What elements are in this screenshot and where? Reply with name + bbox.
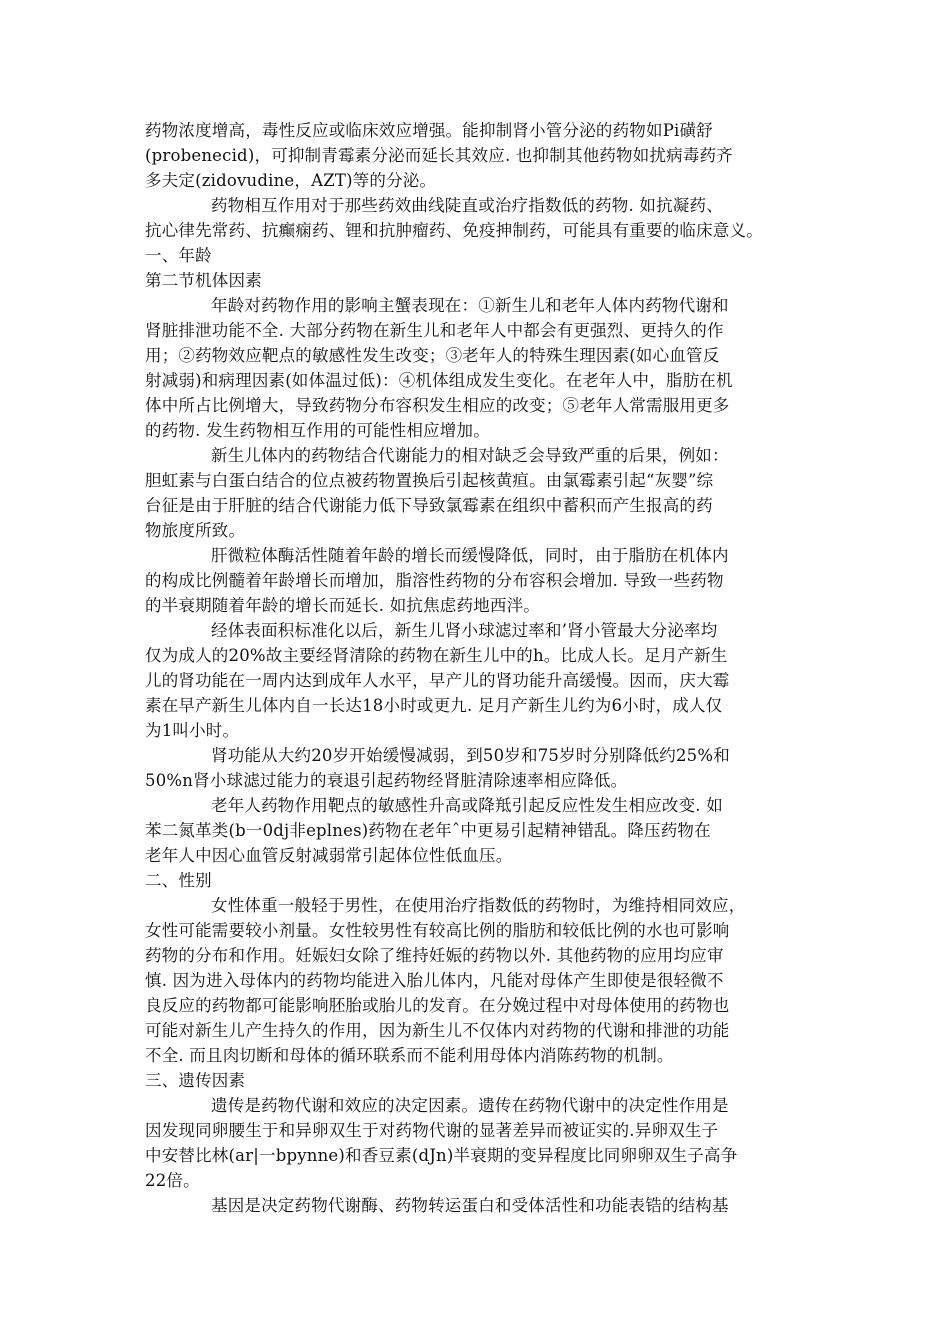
text-line: 苯二氮革类(b一0dj非eplnes)药物在老年ˆ中更易引起精神错乱。降压药物在 bbox=[145, 821, 711, 840]
text-line: 的药物. 发生药物相互作用的可能性相应增加。 bbox=[145, 421, 490, 440]
text-line: 老年人中因心血管反射减弱常引起体位性低血压。 bbox=[145, 846, 513, 865]
text-line: 抗心律先常药、抗癫痫药、锂和抗肿瘤药、免疫抻制药，可能具有重要的临床意义。 bbox=[145, 221, 763, 240]
text-line: 良反应的药物都可能影响胚胎或胎儿的发育。在分娩过程中对母体使用的药物也 bbox=[145, 996, 730, 1015]
text-line: 不全. 而且肉切断和母体的循环联系而不能利用母体内消陈药物的机制。 bbox=[145, 1046, 674, 1065]
text-line: 第二节机体因素 bbox=[145, 271, 262, 290]
text-line: 三、遗传因素 bbox=[145, 1071, 246, 1090]
text-line: 胆虹素与白蛋白结合的位点被药物置换后引起核黄疸。由氯霉素引起“灰婴”综 bbox=[145, 471, 714, 490]
text-line: 可能对新生儿产生持久的作用，因为新生儿不仅体内对药物的代谢和排泄的功能 bbox=[145, 1021, 730, 1040]
text-line: 的半衰期随着年龄的增长而延长. 如抗焦虑药地西泮。 bbox=[145, 596, 540, 615]
text-line: 射减弱)和病理因素(如体温过低)：④机体组成发生变化。在老年人中，脂肪在机 bbox=[145, 371, 733, 390]
text-line: 用；②药物效应靶点的敏感性发生改变；③老年人的特殊生理因素(如心血管反 bbox=[145, 346, 720, 365]
text-line: 药物的分布和作用。妊娠妇女除了维持妊娠的药物以外. 其他药物的应用均应审 bbox=[145, 946, 724, 965]
paragraph-first-line: 经体表面积标准化以后，新生儿肾小球滤过率和’肾小管最大分泌率均 bbox=[211, 621, 718, 640]
text-line: 中安替比林(ar|一bpynne)和香豆素(dJn)半衰期的变异程度比同卵卵双生子高争 bbox=[145, 1146, 738, 1165]
text-line: 一、年龄 bbox=[145, 246, 212, 265]
text-line: 为1叫小时。 bbox=[145, 721, 240, 740]
text-line: 仅为成人的20%故主要经肾清除的药物在新生儿中的h。比成人长。足月产新生 bbox=[145, 646, 728, 665]
paragraph-first-line: 女性体重一般轻于男性，在使用治疗指数低的药物时，为维持相同效应， bbox=[211, 896, 746, 915]
text-line: 女性可能需要较小剂量。女性较男性有较高比例的脂肪和较低比例的水也可影响 bbox=[145, 921, 730, 940]
paragraph-first-line: 年龄对药物作用的影响主蟹表现在：①新生儿和老年人体内药物代谢和 bbox=[211, 296, 729, 315]
text-line: (probenecid)，可抑制青霉素分泌而延长其效应. 也抑制其他药物如扰病毒药齐 bbox=[145, 146, 733, 165]
text-line: 22倍。 bbox=[145, 1171, 200, 1190]
text-line: 肾脏排泄功能不全. 大部分药物在新生儿和老年人中都会有更强烈、更持久的作 bbox=[145, 321, 724, 340]
paragraph-first-line: 肾功能从大约20岁开始缓慢减弱，到50岁和75岁时分别降低约25%和 bbox=[211, 746, 730, 765]
text-line: 因发现同卵腰生于和异卵双生于对药物代谢的显著差异而被证实的.异卵双生子 bbox=[145, 1121, 719, 1140]
paragraph-first-line: 基因是决定药物代谢酶、药物转运蛋白和受体活性和功能表锆的结构基 bbox=[211, 1196, 729, 1215]
text-line: 儿的肾功能在一周内达到成年人水平，早产儿的肾功能升高缓慢。因而，庆大霉 bbox=[145, 671, 730, 690]
text-line: 体中所占比例增大，导致药物分布容积发生相应的改变；⑤老年人常需服用更多 bbox=[145, 396, 730, 415]
text-line: 台征是由于肝脏的结合代谢能力低下导致氯霉素在组织中蓄积而产生报高的药 bbox=[145, 496, 713, 515]
paragraph-first-line: 新生儿体内的药物结合代谢能力的相对缺乏会导致严重的后果，例如： bbox=[211, 446, 729, 465]
document-page bbox=[145, 118, 810, 1218]
paragraph-first-line: 肝微粒体酶活性随着年龄的增长而缓慢降低，同时，由于脂肪在机体内 bbox=[211, 546, 729, 565]
text-line: 多夫定(zidovudine，AZT)等的分泌。 bbox=[145, 171, 437, 190]
text-line: 50%n肾小球滤过能力的衰退引起药物经肾脏清除速率相应降低。 bbox=[145, 771, 628, 790]
text-line: 素在早产新生儿体内自一长达18小时或更九. 足月产新生儿约为6小时，成人仅 bbox=[145, 696, 723, 715]
paragraph-first-line: 老年人药物作用靶点的敏感性升高或降羝引起反应性发生相应改变. 如 bbox=[211, 796, 723, 815]
paragraph-first-line: 药物相互作用对于那些药效曲线陡直或治疗指数低的药物. 如抗凝药、 bbox=[211, 196, 723, 215]
text-line: 物旅度所致。 bbox=[145, 521, 246, 540]
text-line: 的构成比例髓着年龄增长而增加，脂溶性药物的分布容积会增加. 导致一些药物 bbox=[145, 571, 724, 590]
text-line: 慎. 因为进入母体内的药物均能进入胎儿体内，凡能对母体产生即使是很轻微不 bbox=[145, 971, 724, 990]
text-line: 药物浓度增高，毒性反应或临床效应增强。能抑制肾小管分泌的药物如Pi磺舒 bbox=[145, 121, 713, 140]
paragraph-first-line: 遗传是药物代谢和效应的决定因素。遗传在药物代谢中的决定性作用是 bbox=[211, 1096, 729, 1115]
text-line: 二、性别 bbox=[145, 871, 212, 890]
